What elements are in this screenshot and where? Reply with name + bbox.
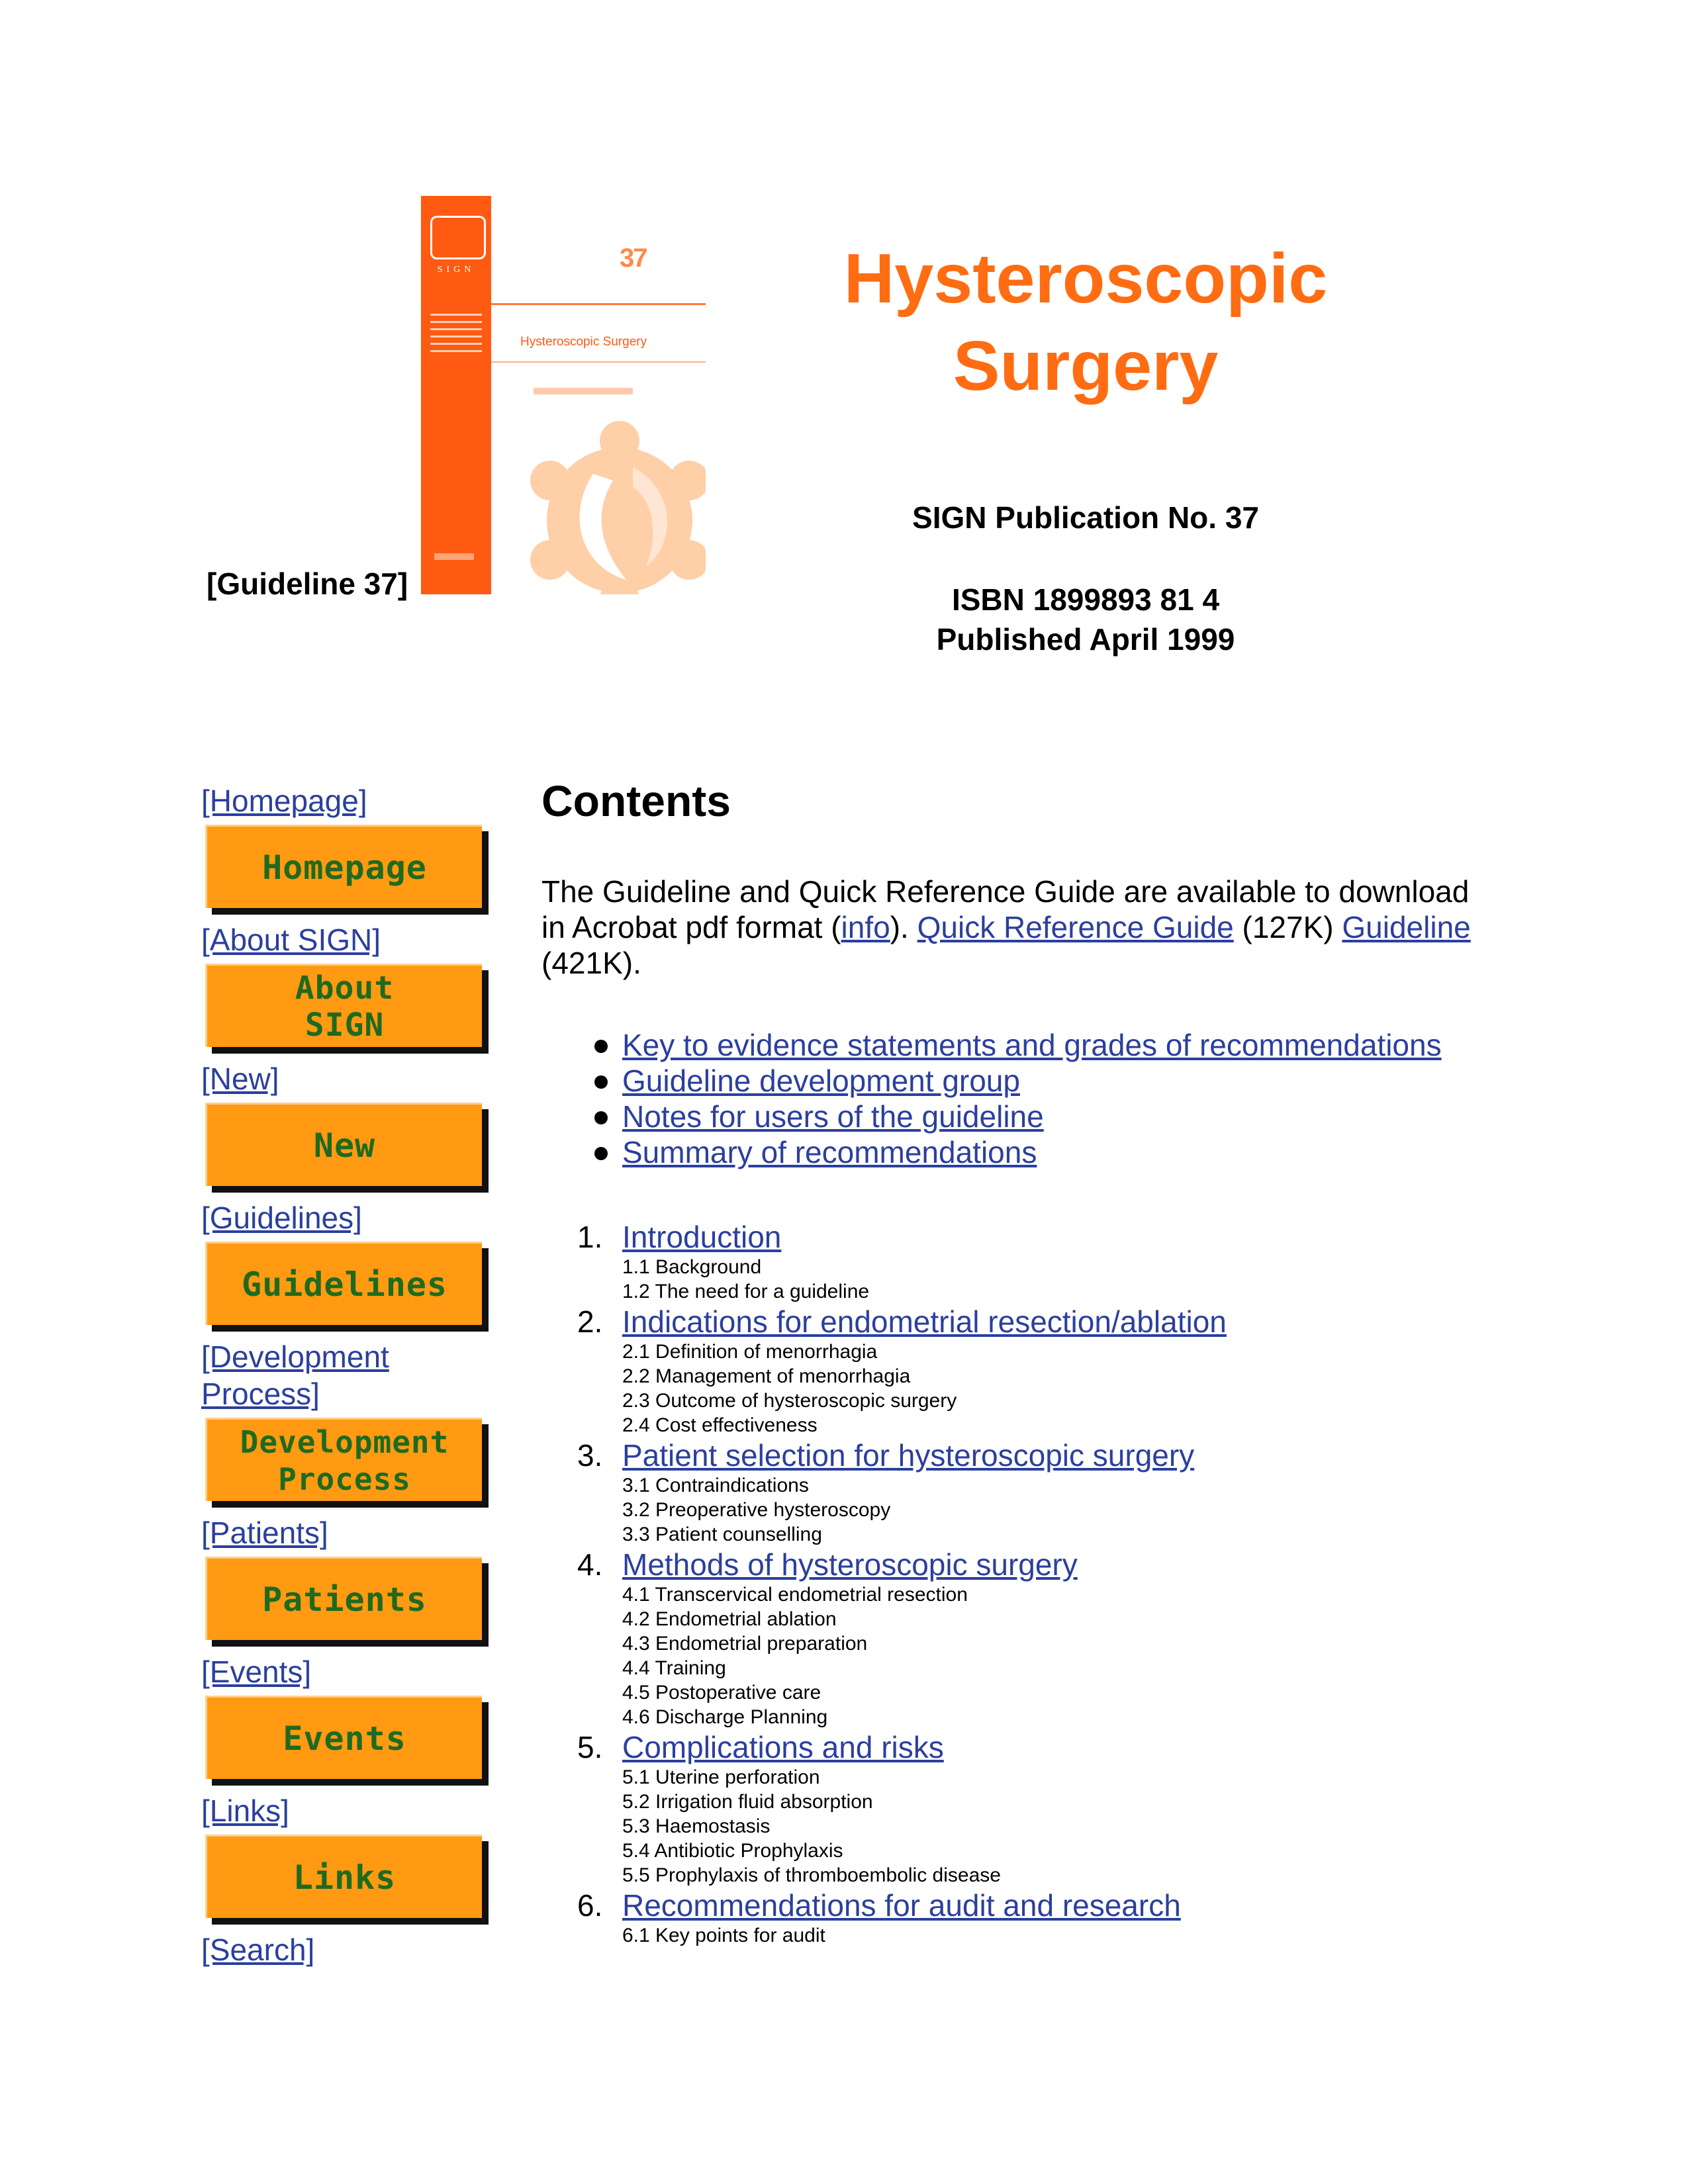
section-number: 6. <box>577 1888 603 1923</box>
subsection: 1.1 Background <box>622 1256 762 1278</box>
subsection: 2.2 Management of menorrhagia <box>622 1365 911 1387</box>
notes-for-users-link[interactable]: Notes for users of the guideline <box>622 1099 1044 1134</box>
subsection: 4.6 Discharge Planning <box>622 1706 828 1728</box>
section-item <box>541 1547 1495 1729</box>
subsection: 5.2 Irrigation fluid absorption <box>622 1791 873 1813</box>
links-button[interactable]: Links <box>205 1835 482 1918</box>
document-title <box>728 235 1443 410</box>
sidebar-nav <box>201 782 506 1968</box>
subsection: 4.1 Transcervical endometrial resection <box>622 1584 968 1606</box>
cover-stripe-foot <box>434 553 474 560</box>
title-line-2: Surgery <box>953 327 1219 405</box>
section-item <box>541 1437 1495 1547</box>
about-sign-button[interactable]: About SIGN <box>205 964 482 1047</box>
new-button[interactable]: New <box>205 1103 482 1186</box>
cover-image <box>421 196 706 594</box>
list-item <box>622 1063 1495 1099</box>
section-link-patient-selection[interactable]: Patient selection for hysteroscopic surgery <box>622 1438 1195 1473</box>
section-item <box>541 1729 1495 1888</box>
section-item <box>541 1219 1495 1304</box>
cover-logo-text: SIGN <box>437 265 475 275</box>
sidebar-link-events[interactable]: [Events] <box>201 1655 312 1689</box>
subsection: 3.2 Preoperative hysteroscopy <box>622 1499 891 1521</box>
subsection: 5.1 Uterine perforation <box>622 1766 820 1788</box>
subsection: 4.4 Training <box>622 1657 726 1679</box>
intro-text-1: The Guideline and Quick Reference Guide are available to download in Acrobat pdf format ( <box>541 874 1470 944</box>
subsection: 2.3 Outcome of hysteroscopic surgery <box>622 1390 957 1412</box>
publication-number: SIGN Publication No. 37 <box>912 500 1259 535</box>
sidebar-link-new[interactable]: [New] <box>201 1062 279 1096</box>
subsection: 1.2 The need for a guideline <box>622 1281 870 1302</box>
cover-flower-icon <box>520 414 706 594</box>
intro-text-4: (421K). <box>541 946 641 980</box>
cover-title: Hysteroscopic Surgery <box>520 335 647 349</box>
patients-button[interactable]: Patients <box>205 1557 482 1640</box>
guidelines-button[interactable]: Guidelines <box>205 1242 482 1325</box>
subsection: 3.1 Contraindications <box>622 1475 809 1496</box>
guideline-pdf-link[interactable]: Guideline <box>1342 910 1471 944</box>
subsection: 3.3 Patient counselling <box>622 1524 822 1545</box>
subsection: 4.3 Endometrial preparation <box>622 1633 868 1655</box>
contents-main <box>541 774 1495 1948</box>
cover-number: 37 <box>620 244 647 273</box>
summary-of-recommendations-link[interactable]: Summary of recommendations <box>622 1135 1037 1169</box>
front-matter-list <box>541 1027 1495 1170</box>
quick-reference-guide-link[interactable]: Quick Reference Guide <box>917 910 1234 944</box>
subsection: 5.4 Antibiotic Prophylaxis <box>622 1840 843 1862</box>
cover-rule <box>491 303 706 305</box>
events-button[interactable]: Events <box>205 1696 482 1779</box>
intro-text-2: ). <box>890 910 917 944</box>
list-item <box>622 1027 1495 1063</box>
section-number: 5. <box>577 1730 603 1764</box>
cover-subtitle-bar <box>534 388 633 394</box>
homepage-button[interactable]: Homepage <box>205 825 482 908</box>
sidebar-link-about-sign[interactable]: [About SIGN] <box>201 923 381 957</box>
development-group-link[interactable]: Guideline development group <box>622 1064 1020 1098</box>
section-link-indications[interactable]: Indications for endometrial resection/ablation <box>622 1304 1227 1339</box>
sign-logo-icon <box>430 216 486 259</box>
key-to-evidence-link[interactable]: Key to evidence statements and grades of recommendations <box>622 1028 1442 1062</box>
section-number: 4. <box>577 1547 603 1582</box>
title-line-1: Hysteroscopic <box>843 240 1328 318</box>
section-link-audit-research[interactable]: Recommendations for audit and research <box>622 1888 1181 1923</box>
subsection: 6.1 Key points for audit <box>622 1925 825 1946</box>
subsection: 2.1 Definition of menorrhagia <box>622 1341 878 1363</box>
cover-rule-2 <box>491 361 706 363</box>
sidebar-link-patients[interactable]: [Patients] <box>201 1516 328 1550</box>
published-date: Published April 1999 <box>936 622 1235 657</box>
subsection: 2.4 Cost effectiveness <box>622 1414 818 1436</box>
contents-heading: Contents <box>541 776 731 825</box>
download-intro <box>541 874 1495 981</box>
section-item <box>541 1304 1495 1437</box>
section-number: 3. <box>577 1438 603 1473</box>
subsection: 5.5 Prophylaxis of thromboembolic disease <box>622 1864 1001 1886</box>
guideline-tag: [Guideline 37] <box>207 567 408 601</box>
sidebar-link-development-process[interactable]: [Development Process] <box>201 1340 389 1411</box>
cover-stripe-text <box>430 308 482 355</box>
section-link-introduction[interactable]: Introduction <box>622 1220 782 1254</box>
sidebar-link-homepage[interactable]: [Homepage] <box>201 784 367 818</box>
sections-list <box>541 1219 1495 1948</box>
list-item <box>622 1134 1495 1170</box>
section-number: 1. <box>577 1220 603 1254</box>
info-link[interactable]: info <box>841 910 890 944</box>
development-process-button[interactable]: Development Process <box>205 1418 482 1501</box>
section-item <box>541 1888 1495 1948</box>
section-link-methods[interactable]: Methods of hysteroscopic surgery <box>622 1547 1078 1582</box>
sidebar-link-search[interactable]: [Search] <box>201 1933 315 1967</box>
isbn: ISBN 1899893 81 4 <box>951 582 1220 617</box>
sidebar-link-guidelines[interactable]: [Guidelines] <box>201 1201 362 1235</box>
subsection: 4.5 Postoperative care <box>622 1682 821 1704</box>
list-item <box>622 1099 1495 1134</box>
intro-text-3: (127K) <box>1233 910 1342 944</box>
section-number: 2. <box>577 1304 603 1339</box>
section-link-complications[interactable]: Complications and risks <box>622 1730 944 1764</box>
publication-info <box>728 498 1443 659</box>
subsection: 4.2 Endometrial ablation <box>622 1608 837 1630</box>
subsection: 5.3 Haemostasis <box>622 1815 771 1837</box>
sidebar-link-links[interactable]: [Links] <box>201 1794 289 1828</box>
